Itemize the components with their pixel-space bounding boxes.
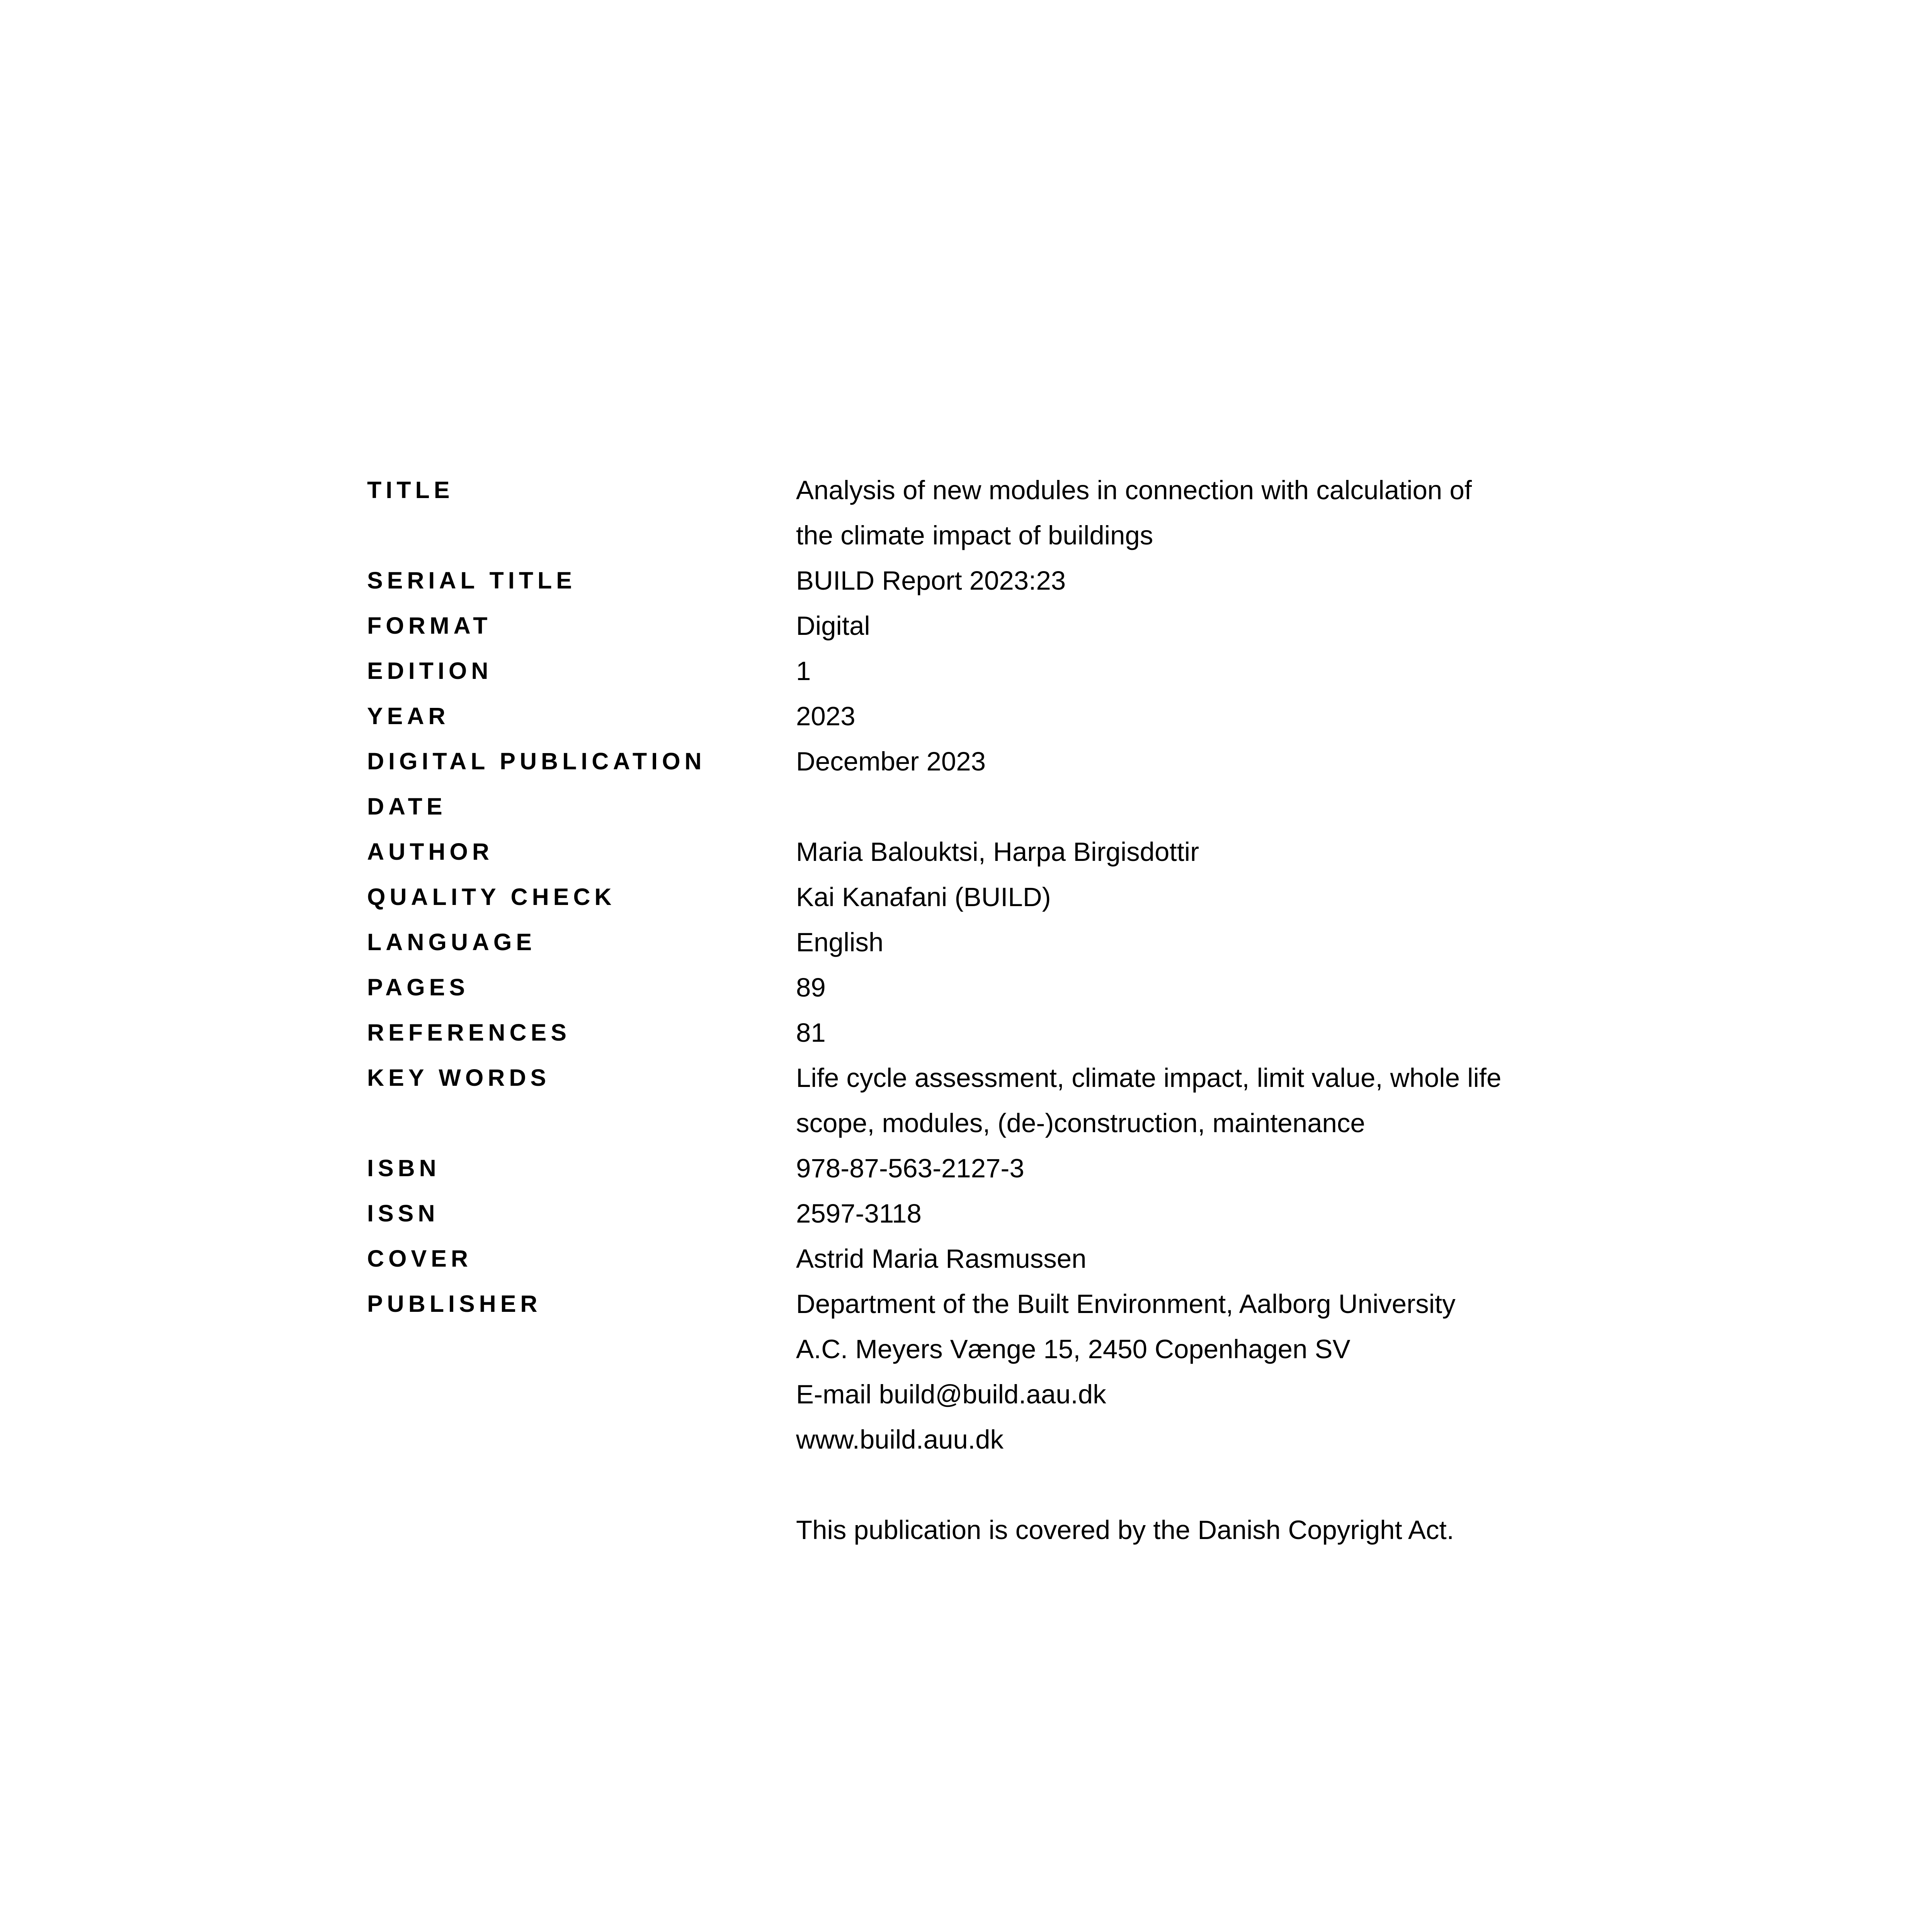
publisher-label: PUBLISHER (367, 1291, 542, 1317)
pages-value: 89 (796, 973, 826, 1002)
cover-label: COVER (367, 1245, 472, 1272)
title-label: TITLE (367, 477, 454, 503)
publisher-value (796, 1281, 1565, 1553)
isbn-label: ISBN (367, 1155, 441, 1181)
digital-publication-date-label: DIGITAL PUBLICATION DATE (367, 748, 706, 820)
language-value: English (796, 927, 884, 957)
key-words-line-2: scope, modules, (de-)construction, maintenance (796, 1108, 1365, 1138)
edition-label: EDITION (367, 658, 493, 684)
issn-label: ISSN (367, 1200, 439, 1226)
copyright-notice: This publication is covered by the Danish Copyright Act. (796, 1515, 1454, 1545)
edition-value: 1 (796, 656, 811, 686)
row-cover (367, 1236, 1565, 1281)
row-language (367, 920, 1565, 965)
publisher-name: Department of the Built Environment, Aalborg University (796, 1289, 1456, 1319)
row-year (367, 694, 1565, 739)
publisher-website: www.build.auu.dk (796, 1425, 1004, 1454)
author-value: Maria Balouktsi, Harpa Birgisdottir (796, 837, 1199, 867)
cover-value: Astrid Maria Rasmussen (796, 1244, 1087, 1274)
digital-publication-date-value: December 2023 (796, 747, 986, 776)
references-value: 81 (796, 1018, 826, 1048)
row-author (367, 829, 1565, 874)
key-words-value (796, 1055, 1565, 1146)
pages-label: PAGES (367, 974, 469, 1000)
row-digital-publication-date (367, 739, 1565, 829)
title-value (796, 468, 1565, 558)
format-value: Digital (796, 611, 870, 641)
row-serial-title (367, 558, 1565, 603)
row-format (367, 603, 1565, 648)
colophon-table (367, 468, 1565, 1553)
quality-check-value: Kai Kanafani (BUILD) (796, 882, 1051, 912)
key-words-line-1: Life cycle assessment, climate impact, limit value, whole life (796, 1063, 1502, 1093)
row-publisher (367, 1281, 1565, 1553)
row-isbn (367, 1146, 1565, 1191)
row-references (367, 1010, 1565, 1055)
row-quality-check (367, 874, 1565, 920)
title-line-1: Analysis of new modules in connection with calculation of (796, 475, 1472, 505)
quality-check-label: QUALITY CHECK (367, 884, 616, 910)
publisher-spacer (796, 1462, 1565, 1507)
row-issn (367, 1191, 1565, 1236)
issn-value: 2597-3118 (796, 1199, 922, 1228)
isbn-value: 978-87-563-2127-3 (796, 1153, 1024, 1183)
key-words-label: KEY WORDS (367, 1065, 551, 1091)
row-edition (367, 648, 1565, 694)
row-key-words (367, 1055, 1565, 1146)
publisher-email: E-mail build@build.aau.dk (796, 1379, 1106, 1409)
publisher-address: A.C. Meyers Vænge 15, 2450 Copenhagen SV (796, 1334, 1351, 1364)
row-pages (367, 965, 1565, 1010)
references-label: REFERENCES (367, 1019, 571, 1046)
serial-title-label: SERIAL TITLE (367, 567, 576, 594)
language-label: LANGUAGE (367, 929, 536, 955)
year-value: 2023 (796, 701, 856, 731)
serial-title-value: BUILD Report 2023:23 (796, 566, 1066, 595)
format-label: FORMAT (367, 612, 492, 639)
title-line-2: the climate impact of buildings (796, 520, 1153, 550)
author-label: AUTHOR (367, 838, 493, 865)
row-title (367, 468, 1565, 558)
year-label: YEAR (367, 703, 450, 729)
